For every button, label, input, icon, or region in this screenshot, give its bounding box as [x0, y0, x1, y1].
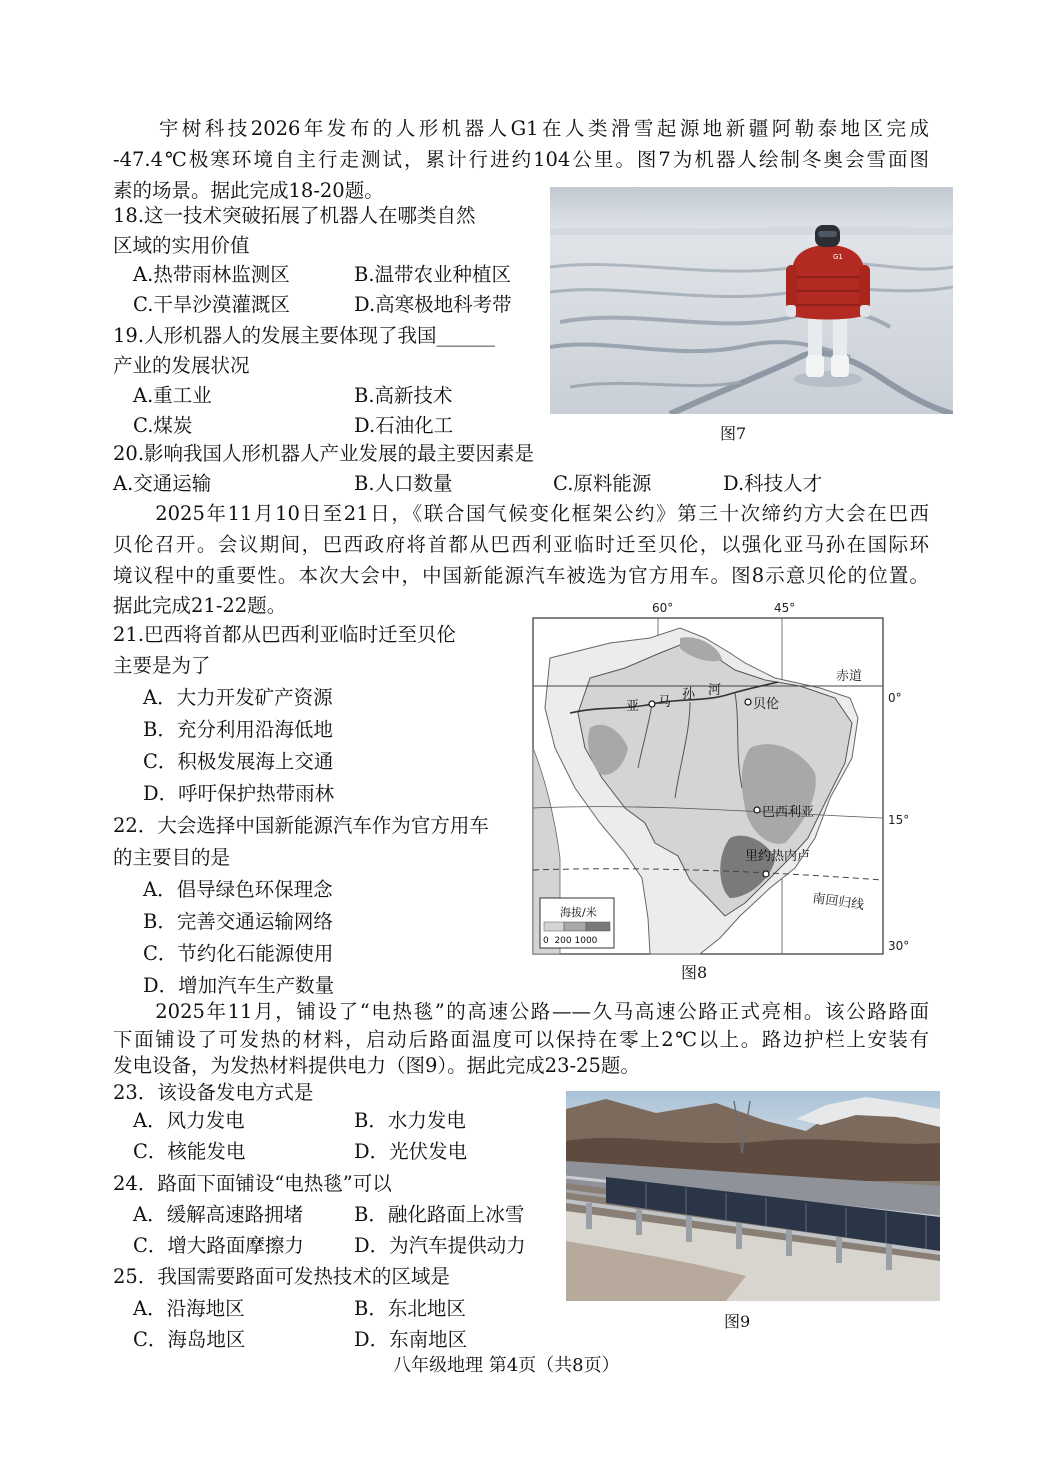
q24-stem: 24．路面下面铺设“电热毯”可以: [113, 1172, 392, 1195]
intro3-line-2: 下面铺设了可发热的材料，启动后路面温度可以保持在零上2℃以上。路边护栏上安装有: [113, 1028, 929, 1051]
q20-option-a: A.交通运输: [113, 472, 212, 495]
river-char-3: 孙: [682, 687, 696, 702]
q24-option-b: B．融化路面上冰雪: [354, 1203, 525, 1226]
latitude-0-label: 0°: [888, 691, 902, 705]
q22-option-b: B．完善交通运输网络: [143, 910, 333, 933]
figure-8-caption: 图8: [681, 963, 708, 982]
intro1-line-3: 素的场景。据此完成18-20题。: [113, 179, 384, 202]
q20-option-d: D.科技人才: [723, 472, 823, 495]
q22-option-c: C．节约化石能源使用: [143, 942, 334, 965]
q19-option-d: D.石油化工: [354, 414, 454, 437]
robot-snow-image: [550, 187, 953, 414]
q24-option-c: C．增大路面摩擦力: [133, 1234, 304, 1257]
latitude-15-label: 15°: [888, 813, 910, 827]
solar-highway-image: [566, 1091, 940, 1301]
q21-stem-cont: 主要是为了: [113, 654, 211, 677]
figure-7-photo: [550, 187, 953, 414]
q18-option-b: B.温带农业种植区: [354, 263, 512, 286]
q18-option-a: A.热带雨林监测区: [133, 263, 290, 286]
brasilia-label: 巴西利亚: [762, 805, 815, 820]
q24-option-d: D．为汽车提供动力: [354, 1234, 526, 1257]
q18-option-c: C.干旱沙漠灌溉区: [133, 293, 290, 316]
q23-option-b: B．水力发电: [354, 1109, 466, 1132]
q25-option-b: B．东北地区: [354, 1297, 466, 1320]
q18-stem: 18.这一技术突破拓展了机器人在哪类自然: [113, 204, 476, 227]
legend-title: 海拔/米: [560, 906, 597, 919]
figure-8-map: [530, 598, 920, 960]
q20-stem: 20.影响我国人形机器人产业发展的最主要因素是: [113, 442, 535, 465]
q20-option-b: B.人口数量: [354, 472, 453, 495]
tropic-label: 南回归线: [811, 891, 866, 914]
q23-option-c: C．核能发电: [133, 1140, 246, 1163]
river-char-2: 马: [658, 695, 672, 710]
q24-option-a: A．缓解高速路拥堵: [133, 1203, 304, 1226]
brazil-map: [530, 598, 920, 960]
q22-option-a: A．倡导绿色环保理念: [143, 878, 333, 901]
q19-option-b: B.高新技术: [354, 384, 453, 407]
q23-option-d: D．光伏发电: [354, 1140, 468, 1163]
q22-option-d: D．增加汽车生产数量: [143, 974, 335, 997]
q18-stem-cont: 区域的实用价值: [113, 234, 250, 257]
intro3-line-1: 2025年11月，铺设了“电热毯”的高速公路——久马高速公路正式亮相。该公路路面: [113, 1000, 929, 1023]
q22-stem-cont: 的主要目的是: [113, 846, 231, 869]
q25-stem: 25．我国需要路面可发热技术的区域是: [113, 1265, 450, 1288]
intro1-line-1: 宇树科技2026年发布的人形机器人G1在人类滑雪起源地新疆阿勒泰地区完成: [113, 117, 929, 140]
legend-ticks: 0 200 1000: [543, 936, 598, 946]
q21-option-d: D．呼吁保护热带雨林: [143, 782, 335, 805]
q25-option-a: A．沿海地区: [133, 1297, 245, 1320]
q22-stem: 22．大会选择中国新能源汽车作为官方用车: [113, 814, 489, 837]
intro2-line-4: 据此完成21-22题。: [113, 594, 287, 617]
intro2-line-3: 境议程中的重要性。本次大会中，中国新能源汽车被选为官方用车。图8示意贝伦的位置。: [113, 564, 929, 587]
q19-stem: 19.人形机器人的发展主要体现了我国______: [113, 324, 496, 347]
river-char-1: 亚: [626, 699, 640, 714]
belem-label: 贝伦: [753, 697, 780, 712]
q25-option-d: D．东南地区: [354, 1328, 468, 1351]
longitude-60-label: 60°: [652, 601, 674, 615]
brasilia-marker: [754, 807, 760, 813]
page-footer: 八年级地理 第4页（共8页）: [393, 1355, 620, 1376]
q21-option-a: A．大力开发矿产资源: [143, 686, 333, 709]
q21-option-b: B．充分利用沿海低地: [143, 718, 333, 741]
intro3-line-3: 发电设备，为发热材料提供电力（图9）。据此完成23-25题。: [113, 1054, 640, 1077]
river-char-4: 河: [708, 683, 722, 698]
longitude-45-label: 45°: [774, 601, 796, 615]
q19-option-a: A.重工业: [133, 384, 212, 407]
figure-9-photo: [566, 1091, 940, 1301]
q21-stem: 21.巴西将首都从巴西利亚临时迁至贝伦: [113, 623, 457, 646]
intro2-line-2: 贝伦召开。会议期间，巴西政府将首都从巴西利亚临时迁至贝伦，以强化亚马孙在国际环: [113, 533, 929, 556]
q25-option-c: C．海岛地区: [133, 1328, 246, 1351]
rio-marker: [763, 871, 769, 877]
latitude-30-label: 30°: [888, 939, 910, 953]
q23-option-a: A．风力发电: [133, 1109, 245, 1132]
jacket-label: G1: [833, 253, 843, 261]
q23-stem: 23．该设备发电方式是: [113, 1081, 314, 1104]
q18-option-d: D.高寒极地科考带: [354, 293, 512, 316]
q19-option-c: C.煤炭: [133, 414, 193, 437]
belem-marker: [745, 699, 751, 705]
figure-9-caption: 图9: [724, 1312, 751, 1331]
q19-stem-cont: 产业的发展状况: [113, 354, 250, 377]
intro1-line-2: -47.4℃极寒环境自主行走测试，累计行进约104公里。图7为机器人绘制冬奥会雪面图: [113, 148, 929, 171]
q21-option-c: C．积极发展海上交通: [143, 750, 334, 773]
rio-label: 里约热内卢: [745, 849, 811, 864]
q20-option-c: C.原料能源: [553, 472, 652, 495]
equator-label: 赤道: [836, 669, 863, 684]
intro2-line-1: 2025年11月10日至21日，《联合国气候变化框架公约》第三十次缔约方大会在巴西: [113, 502, 929, 525]
figure-7-caption: 图7: [720, 424, 747, 443]
